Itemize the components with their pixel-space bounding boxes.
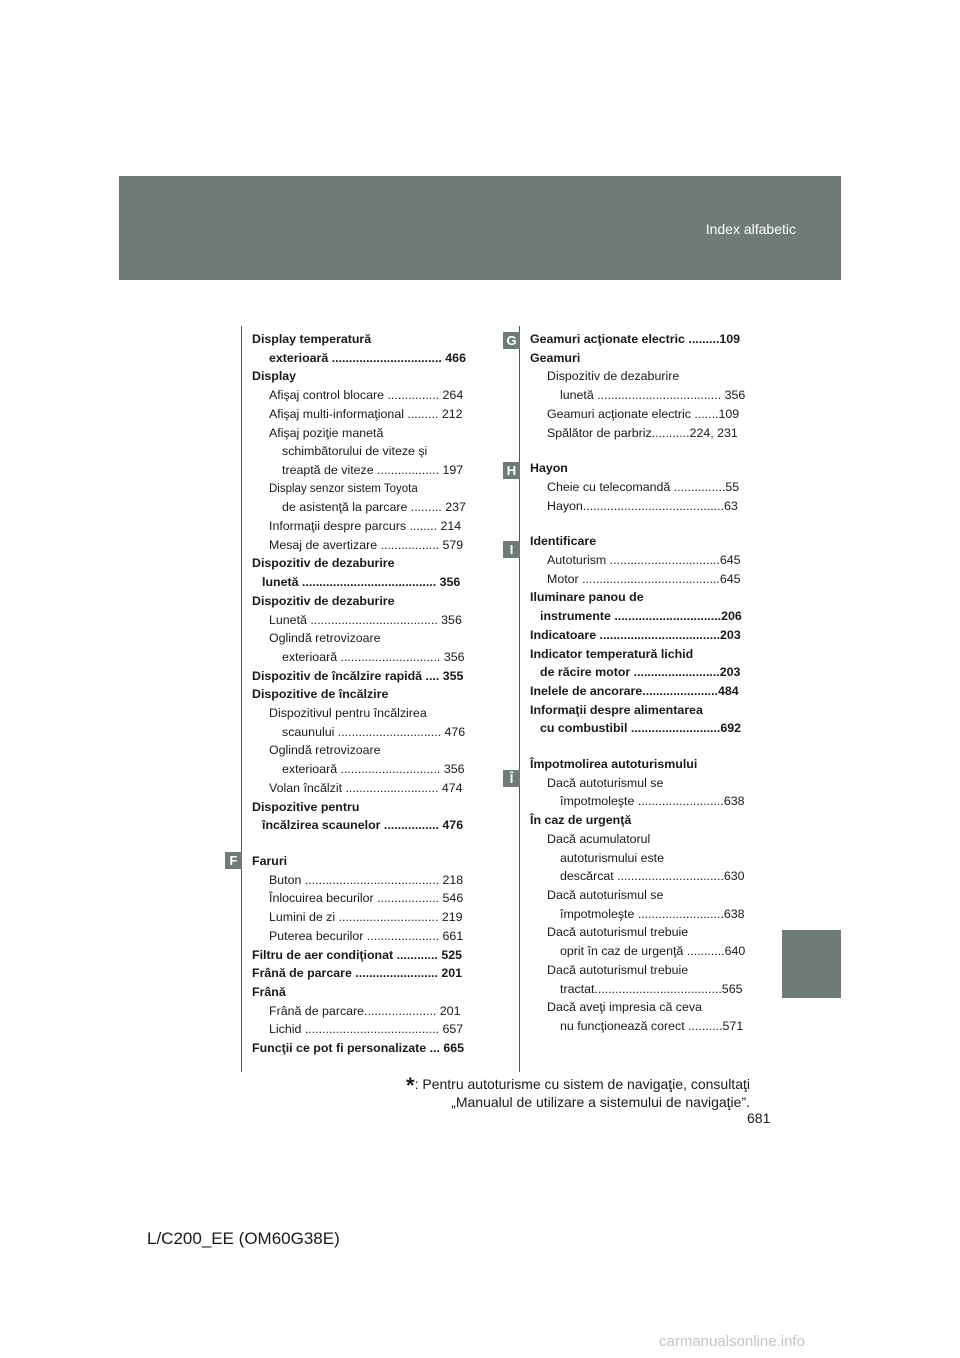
column-divider-right bbox=[519, 326, 520, 1072]
index-subentry: Dispozitiv de dezaburire bbox=[547, 369, 680, 384]
index-column-right bbox=[530, 330, 750, 1036]
index-subentry: Puterea becurilor ..................... 661 bbox=[269, 928, 464, 943]
index-heading: Indicator temperatură lichid bbox=[530, 646, 694, 661]
footnote-star: * bbox=[406, 1073, 415, 1098]
index-heading: Dispozitiv de încălzire rapidă .... 355 bbox=[252, 668, 464, 683]
index-subentry: Dacă autoturismul se bbox=[547, 775, 664, 790]
index-heading: Împotmolirea autoturismului bbox=[530, 757, 698, 772]
index-subentry: Hayon.........................................63 bbox=[547, 498, 738, 513]
letter-marker-f: F bbox=[225, 852, 242, 869]
index-subentry: Dacă aveţi impresia că ceva bbox=[547, 1000, 702, 1015]
index-subentry: Dacă autoturismul trebuie bbox=[547, 962, 689, 977]
index-subentry: Autoturism ................................645 bbox=[547, 553, 741, 568]
index-heading: încălzirea scaunelor ................ 476 bbox=[262, 818, 464, 833]
letter-marker-i: I bbox=[503, 541, 520, 558]
footnote-line-2: „Manualul de utilizare a sistemului de navigaţie”. bbox=[451, 1094, 750, 1110]
page-number: 681 bbox=[747, 1110, 771, 1126]
index-heading: Geamuri acţionate electric .........109 bbox=[530, 332, 741, 346]
index-heading: Dispozitiv de dezaburire bbox=[252, 593, 395, 608]
index-subentry: schimbătorului de viteze şi bbox=[282, 444, 428, 459]
index-subentry: Dacă autoturismul se bbox=[547, 887, 664, 902]
index-subentry: Buton ....................................... 218 bbox=[269, 872, 464, 887]
index-subentry: Oglindă retrovizoare bbox=[269, 743, 381, 758]
index-heading: În caz de urgenţă bbox=[530, 813, 632, 828]
index-heading: cu combustibil ..........................692 bbox=[540, 721, 742, 736]
index-subentry: Informaţii despre parcurs ........ 214 bbox=[269, 519, 462, 534]
letter-marker-h: H bbox=[503, 462, 520, 479]
watermark: carmanualsonline.info bbox=[659, 1333, 805, 1350]
entry-gap bbox=[252, 835, 471, 852]
index-heading: Dispozitive de încălzire bbox=[252, 687, 389, 702]
index-heading: Faruri bbox=[252, 853, 288, 868]
section-side-tab bbox=[782, 930, 841, 998]
document-code: L/C200_EE (OM60G38E) bbox=[147, 1229, 340, 1248]
index-heading: Display temperatură bbox=[252, 332, 372, 346]
index-subentry: Afişaj poziţie manetă bbox=[269, 425, 384, 440]
index-subentry: Înlocuirea becurilor .................. 546 bbox=[269, 891, 464, 906]
index-subentry: Motor ........................................645 bbox=[547, 571, 741, 586]
index-subentry: Afişaj multi-informaţional ......... 212 bbox=[269, 406, 463, 421]
index-subentry: Geamuri acţionate electric .......109 bbox=[547, 406, 740, 421]
entry-gap bbox=[530, 442, 750, 459]
index-subentry: de asistenţă la parcare ......... 237 bbox=[282, 500, 466, 515]
letter-marker-i-circumflex: Î bbox=[503, 770, 520, 787]
index-heading: Dispozitive pentru bbox=[252, 799, 360, 814]
index-heading: Filtru de aer condiţionat ............ 525 bbox=[252, 947, 462, 962]
index-heading: Indicatoare ...................................203 bbox=[530, 627, 741, 642]
index-heading: Frână de parcare ........................ 201 bbox=[252, 966, 463, 981]
entry-gap bbox=[530, 515, 750, 532]
index-subentry: Lichid ....................................... 657 bbox=[269, 1022, 464, 1037]
index-heading: instrumente ...............................206 bbox=[540, 609, 742, 624]
index-heading: lunetă ....................................... 356 bbox=[262, 575, 461, 590]
index-subentry: Dispozitivul pentru încălzirea bbox=[269, 706, 427, 721]
index-subentry: exterioară ............................. 356 bbox=[282, 762, 465, 777]
index-column-left bbox=[252, 330, 471, 1058]
index-heading: Inelele de ancorare......................484 bbox=[530, 683, 739, 698]
index-heading: Identificare bbox=[530, 534, 597, 549]
index-subentry: Display senzor sistem Toyota bbox=[269, 482, 418, 495]
index-subentry: descărcat ...............................630 bbox=[560, 869, 745, 884]
index-heading: Funcţii ce pot fi personalizate ... 665 bbox=[252, 1041, 465, 1056]
index-heading: Dispozitiv de dezaburire bbox=[252, 556, 395, 571]
index-subentry: Frână de parcare..................... 201 bbox=[269, 1003, 461, 1018]
index-subentry: nu funcţionează corect ..........571 bbox=[560, 1018, 744, 1033]
index-heading: exterioară ................................ 466 bbox=[269, 350, 466, 365]
index-subentry: împotmoleşte .........................638 bbox=[560, 794, 745, 809]
index-subentry: Cheie cu telecomandă ...............55 bbox=[547, 479, 740, 494]
index-subentry: Lumini de zi ............................. 219 bbox=[269, 910, 463, 925]
index-heading: Display bbox=[252, 369, 297, 384]
index-heading: de răcire motor .........................203 bbox=[540, 665, 741, 680]
index-subentry: Spălător de parbriz...........224, 231 bbox=[547, 425, 738, 440]
index-subentry: Afişaj control blocare ............... 264 bbox=[269, 388, 464, 403]
footnote-line-1: : Pentru autoturisme cu sistem de navigaţie, consultaţi bbox=[414, 1076, 750, 1092]
header-band bbox=[119, 176, 841, 280]
index-subentry: treaptă de viteze .................. 197 bbox=[282, 462, 464, 477]
index-subentry: lunetă .................................... 356 bbox=[560, 388, 746, 403]
index-subentry: oprit în caz de urgenţă ...........640 bbox=[560, 944, 746, 959]
index-heading: Hayon bbox=[530, 461, 568, 476]
index-subentry: Volan încălzit ........................... 474 bbox=[269, 780, 463, 795]
index-subentry: scaunului .............................. 476 bbox=[282, 724, 466, 739]
index-subentry: Dacă acumulatorul bbox=[547, 831, 651, 846]
index-subentry: Oglindă retrovizoare bbox=[269, 631, 381, 646]
index-heading: Iluminare panou de bbox=[530, 590, 644, 605]
section-title: Index alfabetic bbox=[705, 221, 796, 237]
column-divider-left bbox=[241, 326, 242, 1072]
letter-marker-g: G bbox=[503, 332, 520, 349]
index-subentry: Lunetă ..................................... 356 bbox=[269, 612, 462, 627]
entry-gap bbox=[530, 738, 750, 755]
index-subentry: împotmoleşte .........................638 bbox=[560, 906, 745, 921]
footnote bbox=[406, 1073, 750, 1110]
index-heading: Frână bbox=[252, 984, 286, 999]
index-subentry: autoturismului este bbox=[560, 850, 664, 865]
index-subentry: Dacă autoturismul trebuie bbox=[547, 925, 689, 940]
index-subentry: tractat.....................................565 bbox=[560, 981, 743, 996]
index-heading: Geamuri bbox=[530, 350, 581, 365]
index-subentry: Mesaj de avertizare ................. 579 bbox=[269, 537, 464, 552]
index-subentry: exterioară ............................. 356 bbox=[282, 649, 465, 664]
index-heading: Informaţii despre alimentarea bbox=[530, 702, 703, 717]
